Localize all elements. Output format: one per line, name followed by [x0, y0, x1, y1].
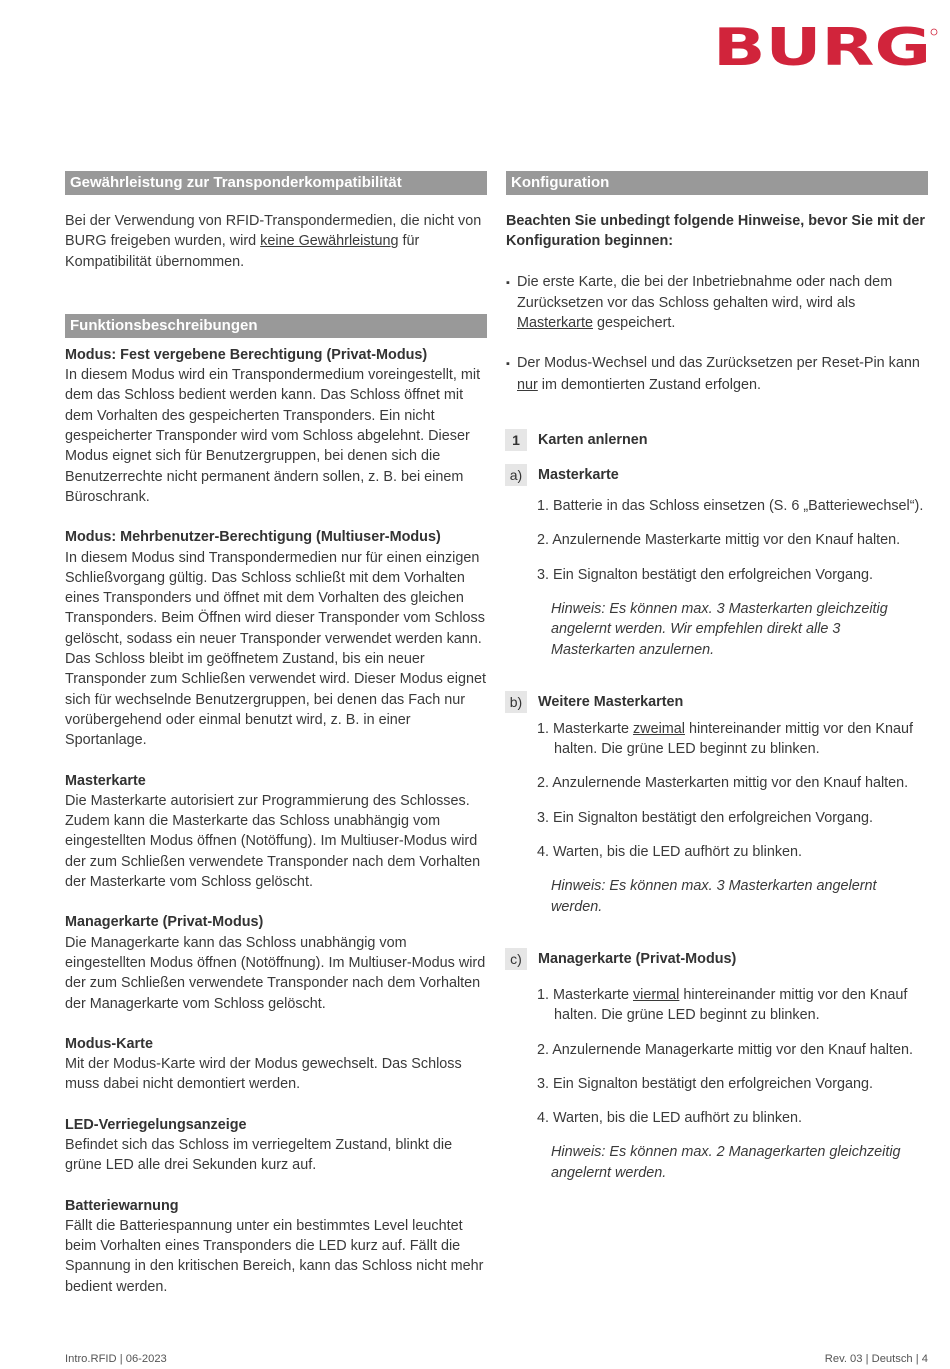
functions-heading: Funktionsbeschreibungen [65, 314, 487, 338]
list-item: 4. Warten, bis die LED aufhört zu blinken. [537, 1110, 803, 1127]
step-1-title: Karten anlernen [538, 432, 648, 449]
block-title-masterkarte: Masterkarte [65, 772, 146, 789]
block-text-modus-karte: Mit der Modus-Karte wird der Modus gewechselt. Das Schloss muss dabei nicht demontiert werden. [65, 1056, 462, 1093]
config-intro: Beachten Sie unbedingt folgende Hinweise, bevor Sie mit der Konfiguration beginnen: [506, 213, 926, 250]
substep-a-hint: Hinweis: Es können max. 3 Masterkarten gleichzeitig angelernt werden. Wir empfehlen direkt alle 3 Masterkarten anzulernen. [551, 600, 888, 658]
block-text-masterkarte: Die Masterkarte autorisiert zur Programmierung des Schlosses. Zudem kann die Masterkarte das Schloss unabhängig vom eingestellten Modus öffnen (Notöffung). Im Multiuser-Modus wird der zum Schließen verwendete Transponder nach dem Vorhalten der Masterkarte vom Schloss gelöscht. [65, 792, 481, 891]
block-text-batterie: Fällt die Batteriespannung unter ein bestimmtes Level leuchtet beim Vorhalten eines Transponders die LED kurz auf. Fällt die Spannung in den kritischen Bereich, kann das Schloss nicht mehr bedient werden. [65, 1217, 484, 1295]
step-1-number: 1 [505, 429, 527, 451]
warranty-text: Bei der Verwendung von RFID-Transpondermedien, die nicht von BURG freigeben wurden, wird keine Gewährleistung für Kompatibilität übernommen. [65, 213, 482, 270]
burg-logo [713, 24, 939, 68]
substep-c-heading [506, 947, 928, 971]
block-title-led: LED-Verriegelungsanzeige [65, 1116, 247, 1133]
substep-a-heading [506, 463, 928, 487]
list-item: 3. Ein Signalton bestätigt den erfolgreichen Vorgang. [537, 809, 874, 826]
list-item: 4. Warten, bis die LED aufhört zu blinken. [537, 844, 803, 861]
block-text-multiuser: In diesem Modus sind Transpondermedien nur für einen einzigen Schließvorgang gültig. Das Schloss schließt mit dem Vorhalten eines Transponders und öffnet mit dem Vorhalten des gleichen Transponders. Beim Öffnen wird dieser Transponder vom Schloss gelöscht, sodass ein neuer Transponder verwendet werden kann. Das Schloss bleibt im geöffnetem Zustand, bis ein neuer Transponder zum Schließen verwendet wird. Dieser Modus eignet sich für wechselnde Benutzergruppen, bei denen das Fach nur vorübergehend oder einmal benutzt wird, z. B. in einer Sportanlage. [65, 549, 486, 749]
substep-b-title: Weitere Masterkarten [538, 693, 684, 710]
list-item: 1. Masterkarte viermal hintereinander mittig vor den Knauf halten. Die grüne LED beginnt zu blinken. [537, 986, 908, 1024]
substep-b-hint: Hinweis: Es können max. 3 Masterkarten angelernt werden. [551, 878, 877, 915]
footer-document-id: Intro.RFID | 06-2023 [65, 1353, 167, 1365]
list-item: 1. Masterkarte zweimal hintereinander mittig vor den Knauf halten. Die grüne LED beginnt zu blinken. [537, 720, 913, 758]
footer-page-info: Rev. 03 | Deutsch | 4 [824, 1353, 928, 1365]
block-text-led: Befindet sich das Schloss im verriegeltem Zustand, blinkt die grüne LED alle drei Sekunden kurz auf. [65, 1136, 453, 1174]
list-item: 3. Ein Signalton bestätigt den erfolgreichen Vorgang. [537, 566, 874, 583]
step-1-heading [506, 428, 928, 452]
list-item: 1. Batterie in das Schloss einsetzen (S. 6 „Batteriewechsel“). [537, 498, 924, 515]
block-title-batterie: Batteriewarnung [65, 1197, 179, 1214]
substep-c-hint: Hinweis: Es können max. 2 Managerkarten gleichzeitig angelernt werden. [551, 1144, 901, 1181]
warranty-heading: Gewährleistung zur Transponderkompatibilität [65, 171, 487, 195]
substep-c-title: Managerkarte (Privat-Modus) [538, 950, 737, 967]
left-column [65, 171, 487, 1297]
block-title-modus-karte: Modus-Karte [65, 1035, 153, 1052]
substep-c-label: c) [505, 948, 527, 970]
list-item: 2. Anzulernende Masterkarten mittig vor den Knauf halten. [537, 775, 909, 792]
substep-a-title: Masterkarte [538, 467, 619, 484]
substep-b-label: b) [505, 691, 527, 713]
config-heading: Konfiguration [506, 171, 928, 195]
list-item: 2. Anzulernende Managerkarte mittig vor den Knauf halten. [537, 1041, 913, 1058]
block-text-privat: In diesem Modus wird ein Transpondermedium voreingestellt, mit dem das Schloss bedient werden kann. Das Schloss öffnet mit dem Vorhalten des gespeicherten Transponders. Ein nicht gespeicherter Transponder wird vom Schloss abgelehnt. Dieser Modus eignet sich für Benutzergruppen, bei denen sich die Benutzerrechte nicht permanent ändern sollen, z. B. bei einem Büroschrank. [65, 367, 481, 505]
substep-a-list [506, 496, 928, 585]
list-item: 3. Ein Signalton bestätigt den erfolgreichen Vorgang. [537, 1075, 874, 1092]
substep-a-label: a) [505, 464, 527, 486]
config-bullet-first-card: ▪ Die erste Karte, die bei der Inbetriebnahme oder nach dem Zurücksetzen vor das Schloss gehalten wird, wird als Masterkarte gespeichert. [506, 272, 928, 334]
brand-wordmark: BURG [713, 24, 931, 68]
config-bullet-mode-change: ▪ Der Modus-Wechsel und das Zurücksetzen per Reset-Pin kann nur im demontierten Zustand erfolgen. [506, 353, 928, 395]
block-text-managerkarte: Die Managerkarte kann das Schloss unabhängig vom eingestellten Modus öffnen (Notöffnung). Im Multiuser-Modus wird der zum Schließen verwendete Transponder nach dem Vorhalten der Managerkarte vom Schloss gelöscht. [65, 934, 486, 1012]
block-title-managerkarte: Managerkarte (Privat-Modus) [65, 914, 264, 931]
substep-b-list [506, 719, 928, 862]
substep-b-heading [506, 690, 928, 714]
substep-c-list [506, 985, 928, 1128]
list-item: 2. Anzulernende Masterkarte mittig vor den Knauf halten. [537, 532, 901, 549]
block-title-privat: Modus: Fest vergebene Berechtigung (Privat-Modus) [65, 346, 428, 363]
right-column [506, 171, 928, 1183]
block-title-multiuser: Modus: Mehrbenutzer-Berechtigung (Multiuser-Modus) [65, 529, 441, 546]
